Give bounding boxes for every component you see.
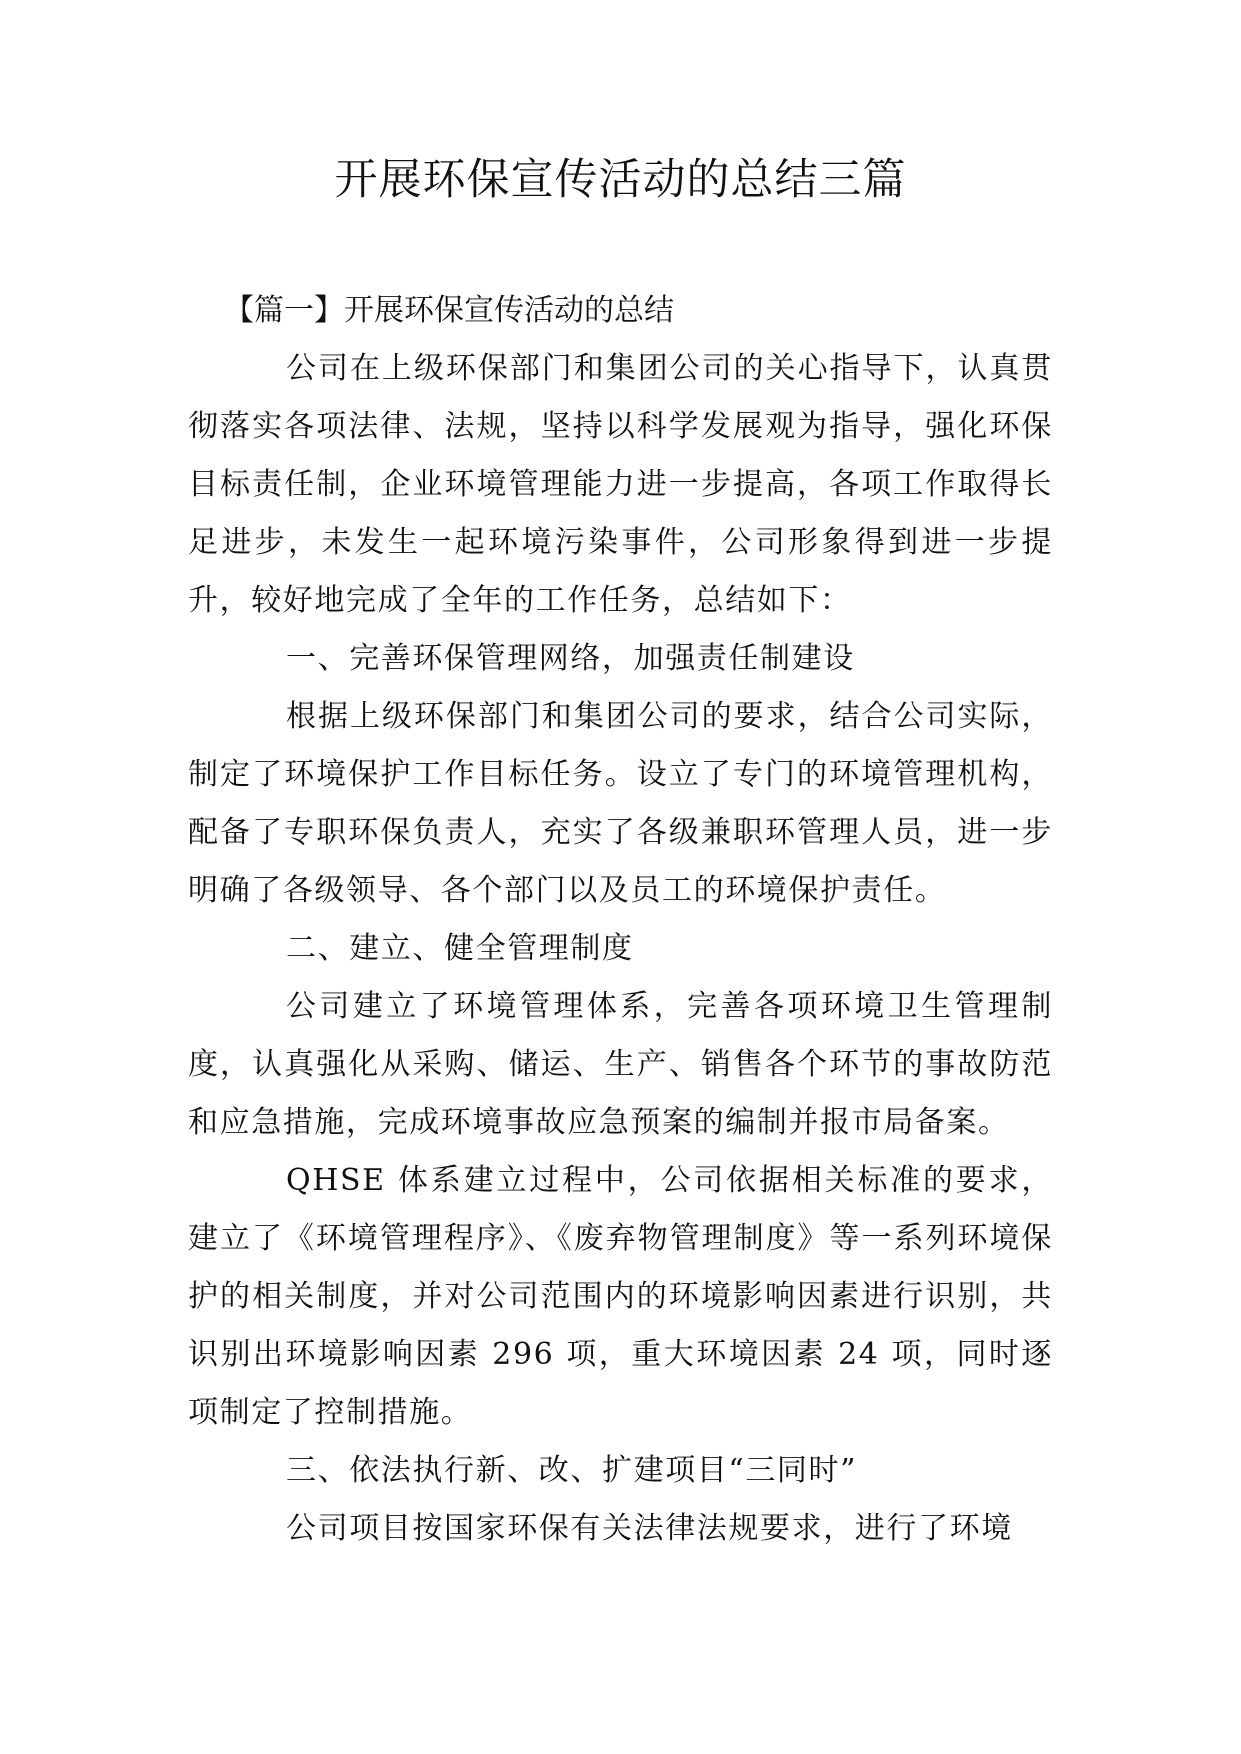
heading-2: 二、建立、健全管理制度: [286, 931, 634, 966]
document-body: [188, 282, 1053, 1558]
intro-paragraph: 公司在上级环保部门和集团公司的关心指导下，认真贯彻落实各项法律、法规，坚持以科学发展观为指导，强化环保目标责任制，企业环境管理能力进一步提高，各项工作取得长足进步，未发生一起环境污染事件，公司形象得到进一步提升，较好地完成了全年的工作任务，总结如下：: [188, 351, 1053, 618]
paragraph-responsibility: 根据上级环保部门和集团公司的要求，结合公司实际，制定了环境保护工作目标任务。设立了专门的环境管理机构，配备了专职环保负责人，充实了各级兼职环管理人员，进一步明确了各级领导、各个部门以及员工的环境保护责任。: [188, 699, 1053, 908]
paragraph-qhse: QHSE 体系建立过程中，公司依据相关标准的要求，建立了《环境管理程序》、《废弃物管理制度》等一系列环境保护的相关制度，并对公司范围内的环境影响因素进行识别，共识别出环境影响因素 296 项，重大环境因素 24 项，同时逐项制定了控制措施。: [188, 1163, 1053, 1430]
heading-1: 一、完善环保管理网络，加强责任制建设: [286, 641, 855, 676]
document-title: 开展环保宣传活动的总结三篇: [334, 155, 907, 205]
heading-3: 三、依法执行新、改、扩建项目“三同时”: [286, 1453, 858, 1488]
paragraph-management-system: 公司建立了环境管理体系，完善各项环境卫生管理制度，认真强化从采购、储运、生产、销售各个环节的事故防范和应急措施，完成环境事故应急预案的编制并报市局备案。: [188, 989, 1053, 1140]
paragraph-projects: 公司项目按国家环保有关法律法规要求，进行了环境: [286, 1511, 1013, 1546]
section-header: 【篇一】开展环保宣传活动的总结: [224, 293, 674, 328]
